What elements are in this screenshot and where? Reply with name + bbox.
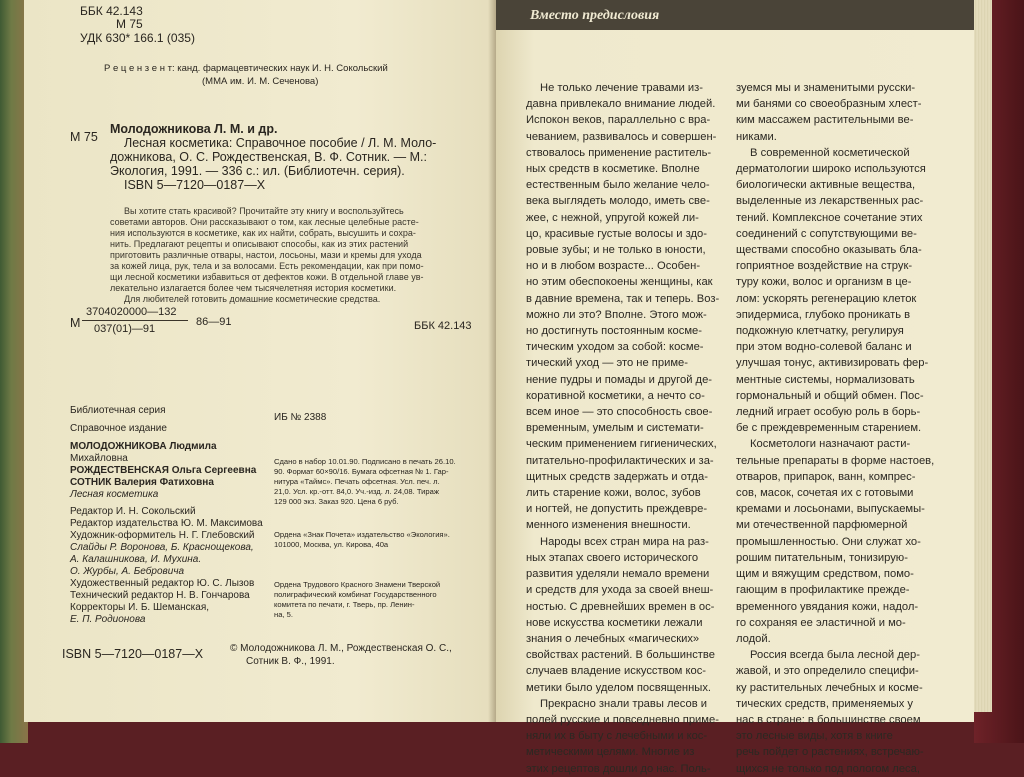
print-line-4: 21,0. Усл. кр.-отт. 84,0. Уч.-изд. л. 24,08. Тираж xyxy=(274,487,439,496)
annotation-line-8: лекательно излагается более чем тысячелетняя история косметики. xyxy=(110,283,397,293)
printer-line-4: на, 5. xyxy=(274,610,293,619)
text-line: ледний играет особую роль в борь- xyxy=(736,406,921,419)
staff-line-1: Редактор И. Н. Сокольский xyxy=(70,506,196,517)
text-line: ных средств в косметике. Вполне xyxy=(526,163,700,176)
text-line: тическим уходом за собой: косме- xyxy=(526,341,704,354)
text-line: этих рецептов дошли до нас. Поль- xyxy=(526,762,711,775)
text-line: но достигнуть постоянным косме- xyxy=(526,325,702,338)
text-line: Испокон веков, параллельно с вра- xyxy=(526,114,711,127)
page-block-edges xyxy=(974,0,992,712)
formula-denominator: 037(01)—91 xyxy=(94,323,156,335)
text-line: жавой, и это определило специфи- xyxy=(736,665,919,678)
annotation-line-6: за кожей лица, рук, тела и за волосами. Есть рекомендации, как при помо- xyxy=(110,261,424,271)
author-1-surname: МОЛОДОЖНИКОВА Людмила xyxy=(70,441,217,452)
text-line: всем иное — это способность свое- xyxy=(526,406,713,419)
text-line: щитных средств задержать и отда- xyxy=(526,470,708,483)
text-line: можно ли это? Вполне. Этого мож- xyxy=(526,308,707,321)
annotation-line-4: нить. Предлагают рецепты и описывают способы, как из этих растений xyxy=(110,239,409,249)
text-line: чеванием, развивалось и совершен- xyxy=(526,130,717,143)
formula-divider xyxy=(82,320,188,321)
text-line: Прекрасно знали травы лесов и xyxy=(540,697,707,710)
text-line: но и в любом возрасте... Особен- xyxy=(526,260,701,273)
text-line: Косметологи назначают расти- xyxy=(750,438,911,451)
text-line: коративной косметики, а нечто со- xyxy=(526,389,705,402)
author-1-patronymic: Михайловна xyxy=(70,453,128,464)
edition-label: Справочное издание xyxy=(70,423,167,434)
text-line: подкожную клетчатку, регулируя xyxy=(736,325,904,338)
isbn-bottom: ISBN 5—7120—0187—X xyxy=(62,647,204,661)
text-line: и средств для ухода за своей внеш- xyxy=(526,584,714,597)
formula-letter: М xyxy=(70,316,81,330)
text-line: давна привлекало внимание людей. xyxy=(526,98,716,111)
ib-number: ИБ № 2388 xyxy=(274,412,327,423)
text-line: ровые зубы; и не только в юности, xyxy=(526,244,706,257)
text-line: Народы всех стран мира на раз- xyxy=(540,535,709,548)
text-line: никами. xyxy=(736,130,777,143)
bib-line-4: Экология, 1991. — 336 с.: ил. (Библиотечн. серия). xyxy=(110,164,405,178)
staff-line-10: Е. П. Родионова xyxy=(70,614,146,625)
text-line: временного увядания кожи, надол- xyxy=(736,600,919,613)
text-line: лить старение кожи, волос, зубов xyxy=(526,487,701,500)
text-line: ных этапах своего исторического xyxy=(526,551,699,564)
text-line: века выглядеть молодо, иметь све- xyxy=(526,195,710,208)
annotation-line-1: Вы хотите стать красивой? Прочитайте эту книгу и воспользуйтесь xyxy=(124,206,404,216)
text-line: зуемся мы и знаменитыми русски- xyxy=(736,82,916,94)
text-line: знания о лечебных «магических» xyxy=(526,632,700,645)
text-line: лодой. xyxy=(736,632,771,645)
staff-line-7: Художественный редактор Ю. С. Лызов xyxy=(70,578,255,589)
text-line: промышленностью. Они служат хо- xyxy=(736,535,921,548)
text-line: тельные препараты в форме настоев, xyxy=(736,454,935,467)
annotation-line-9: Для любителей готовить домашние косметические средства. xyxy=(124,294,381,304)
staff-line-8: Технический редактор Н. В. Гончарова xyxy=(70,590,250,601)
text-line: полей русские и повседневно приме- xyxy=(526,713,719,726)
text-line: гормональный и общий обмен. Пос- xyxy=(736,389,924,402)
text-line: цо, красивые густые волосы и здо- xyxy=(526,227,707,240)
bib-isbn: ISBN 5—7120—0187—X xyxy=(124,178,266,192)
text-line: соединений с сопутствующими ве- xyxy=(736,227,917,240)
text-line: ми банями со своеобразным хлест- xyxy=(736,98,922,111)
staff-line-4: Слайды Р. Воронова, Б. Краснощекова, xyxy=(70,542,254,553)
author-index-top: М 75 xyxy=(116,17,143,31)
annotation-line-5: приготовить различные отвары, настои, лосьоны, мази и кремы для ухода xyxy=(110,250,422,260)
text-line: гающим в профилактике прежде- xyxy=(736,584,910,597)
text-line: щихся не только под пологом леса, xyxy=(736,762,920,775)
staff-line-2: Редактор издательства Ю. М. Максимова xyxy=(70,518,263,529)
text-line: метическими целями. Многие из xyxy=(526,746,695,759)
author-2: РОЖДЕСТВЕНСКАЯ Ольга Сергеевна xyxy=(70,465,257,476)
annotation-line-7: щи лесной косметики избавиться от дефектов кожи. В отдельной главе ув- xyxy=(110,272,424,282)
bbk-code-bottom: ББК 42.143 xyxy=(414,320,472,332)
formula-range: 86—91 xyxy=(196,316,232,328)
text-line: временным, умелым и системати- xyxy=(526,422,704,435)
text-line: биологически активные вещества, xyxy=(736,179,916,192)
staff-line-6: О. Журбы, А. Бебровича xyxy=(70,566,185,577)
text-line: лом: ускорять регенерацию клеток xyxy=(736,292,917,305)
text-line: го сохраняя ее эластичной и мо- xyxy=(736,616,906,629)
print-line-1: Сдано в набор 10.01.90. Подписано в печать 26.10. xyxy=(274,457,456,466)
left-page xyxy=(24,0,498,722)
udk-code: УДК 630* 166.1 (035) xyxy=(80,31,195,45)
text-line: ми отечественной парфюмерной xyxy=(736,519,908,532)
text-line: метики было уделом посвященных. xyxy=(526,681,712,694)
text-line: тических средств, применяемых у xyxy=(736,697,913,710)
author-index-side: М 75 xyxy=(70,130,98,144)
running-head-title: Вместо предисловия xyxy=(530,8,660,23)
bib-line-3: дожникова, О. С. Рождественская, В. Ф. Сотник. — М.: xyxy=(110,150,427,164)
reviewer-line-2: (ММА им. И. М. Сеченова) xyxy=(202,76,319,87)
publisher-line-2: 101000, Москва, ул. Кирова, 40а xyxy=(274,540,389,549)
text-line: жее, с нежной, упругой кожей ли- xyxy=(526,211,699,224)
text-line: Не только лечение травами из- xyxy=(540,82,704,94)
text-line: ческим применением гигиенических, xyxy=(526,438,717,451)
text-line: ностью. С древнейших времен в ос- xyxy=(526,600,715,613)
staff-line-3: Художник-оформитель Н. Г. Глебовский xyxy=(70,530,255,541)
printer-line-2: полиграфический комбинат Государственного xyxy=(274,590,437,599)
print-line-5: 129 000 экз. Заказ 920. Цена 6 руб. xyxy=(274,497,399,506)
text-line: туру кожи, волос и организм в це- xyxy=(736,276,912,289)
bib-line-2: Лесная косметика: Справочное пособие / Л. М. Моло- xyxy=(124,136,437,150)
text-line: дерматологии широко используются xyxy=(736,163,926,176)
formula-numerator: 3704020000—132 xyxy=(86,306,177,318)
text-line: ствовалось применение раститель- xyxy=(526,146,712,159)
printer-line-3: комитета по печати, г. Тверь, пр. Ленин- xyxy=(274,600,415,609)
text-line: развития уделяли немало времени xyxy=(526,568,710,581)
text-line: при этом водно-солевой баланс и xyxy=(736,341,912,354)
text-line: ментные системы, нормализовать xyxy=(736,373,915,386)
text-line: в давние времена, так и теперь. Воз- xyxy=(526,292,720,305)
bib-author: Молодожникова Л. М. и др. xyxy=(110,122,278,136)
text-line: улучшая тонус, активизировать фер- xyxy=(736,357,929,370)
text-line: сов, масок, сочетая их с готовыми xyxy=(736,487,914,500)
text-line: рошим питательным, тонизирую- xyxy=(736,551,908,564)
reviewer-line-1: Р е ц е н з е н т: канд. фармацевтических наук И. Н. Сокольский xyxy=(104,63,388,74)
text-line: нове искусства косметики лежали xyxy=(526,616,703,629)
running-head-bar xyxy=(496,0,974,30)
book-title: Лесная косметика xyxy=(70,489,159,500)
text-line: и ногтей, не допустить преждевре- xyxy=(526,503,708,516)
text-line: щим и вяжущим средством, помо- xyxy=(736,568,914,581)
right-page xyxy=(496,0,974,775)
text-line: выделенные из лекарственных рас- xyxy=(736,195,924,208)
text-column-left xyxy=(526,80,720,777)
text-line: но этим обеспокоены женщины, как xyxy=(526,276,713,289)
print-line-2: 90. Формат 60×90/16. Бумага офсетная № 1. Гар- xyxy=(274,467,449,476)
text-line: ществами способно оказывать бла- xyxy=(736,244,922,257)
text-column-right xyxy=(736,80,935,777)
text-line: гоприятное воздействие на струк- xyxy=(736,260,913,273)
author-3: СОТНИК Валерия Фатиховна xyxy=(70,477,214,488)
text-line: питательно-профилактических и за- xyxy=(526,454,714,467)
text-line: эпидермиса, глубоко проникать в xyxy=(736,308,911,321)
text-line: ким массажем растительными ве- xyxy=(736,114,914,127)
staff-line-5: А. Калашникова, И. Мухина. xyxy=(70,554,202,565)
text-line: нас в стране: в большинстве своем xyxy=(736,713,921,726)
text-line: кремами и лосьонами, выпускаемы- xyxy=(736,503,925,516)
text-line: тический уход — это не приме- xyxy=(526,357,688,370)
text-line: ку растительных лечебных и косме- xyxy=(736,681,923,694)
copyright-line-1: © Молодожникова Л. М., Рождественская О. С., xyxy=(230,643,452,654)
text-line: нение пудры и помады и другой де- xyxy=(526,373,713,386)
annotation-line-3: ния используются в косметике, как их найти, собрать, высушить и сохра- xyxy=(110,228,416,238)
series-label: Библиотечная серия xyxy=(70,405,166,416)
printer-line-1: Ордена Трудового Красного Знамени Тверской xyxy=(274,580,441,589)
staff-line-9: Корректоры И. Б. Шеманская, xyxy=(70,602,210,613)
text-line: случаев владение искусством кос- xyxy=(526,665,707,678)
bbk-code-top: ББК 42.143 xyxy=(80,4,143,18)
text-line: тений. Комплексное сочетание этих xyxy=(736,211,923,224)
text-line: свойствах растений. В большинстве xyxy=(526,649,715,662)
publisher-line-1: Ордена «Знак Почета» издательство «Экология». xyxy=(274,530,450,539)
print-line-3: нитура «Таймс». Печать офсетная. Усл. печ. л. xyxy=(274,477,440,486)
text-line: это лесные виды, хотя в книге xyxy=(736,730,893,743)
text-line: бе с преждевременным старением. xyxy=(736,422,922,435)
text-line: речь пойдет о растениях, встречаю- xyxy=(736,746,924,759)
copyright-line-2: Сотник В. Ф., 1991. xyxy=(246,656,335,667)
text-line: няли их в быту с лечебными и кос- xyxy=(526,730,708,743)
text-line: В современной косметической xyxy=(750,146,910,159)
text-line: отваров, припарок, ванн, компрес- xyxy=(736,470,916,483)
text-line: естественным было желание чело- xyxy=(526,179,710,192)
text-line: менного изменения внешности. xyxy=(526,519,691,532)
annotation-line-2: советами авторов. Они рассказывают о том, как лесные целебные расте- xyxy=(110,217,419,227)
text-line: Россия всегда была лесной дер- xyxy=(750,649,920,662)
